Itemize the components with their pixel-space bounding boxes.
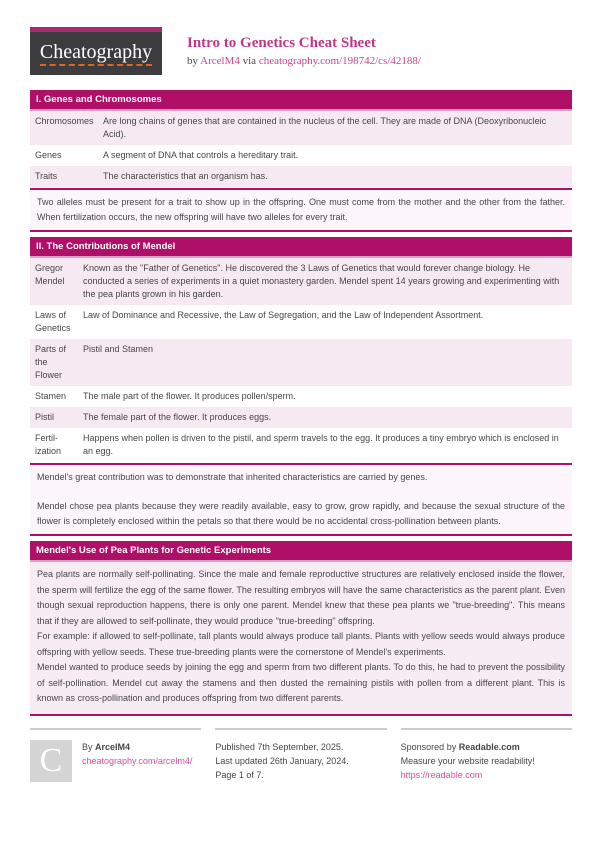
updated-date: Last updated 26th January, 2024. bbox=[215, 755, 349, 766]
cheatography-logo-text: Cheatography bbox=[40, 42, 152, 66]
table-row bbox=[30, 258, 572, 305]
row-term: Traits bbox=[35, 171, 58, 181]
page-footer bbox=[30, 728, 572, 782]
sponsor-line bbox=[401, 740, 572, 754]
section-body-text bbox=[30, 562, 572, 716]
title-block bbox=[187, 27, 421, 75]
page-title: Intro to Genetics Cheat Sheet bbox=[187, 35, 376, 51]
note-paragraph: Mendel's great contribution was to demonstrate that inherited characteristics are carried by genes. bbox=[37, 472, 428, 482]
section-genes-and-chromosomes bbox=[30, 90, 572, 232]
table-row bbox=[30, 407, 572, 428]
table-row bbox=[30, 339, 572, 386]
row-definition: The male part of the flower. It produces pollen/sperm. bbox=[83, 391, 296, 401]
byline-prefix: by bbox=[187, 55, 201, 67]
row-definition: Law of Dominance and Recessive, the Law of Segregation, and the Law of Independent Assortment. bbox=[83, 310, 484, 320]
definition-table bbox=[30, 111, 572, 187]
definition-table bbox=[30, 258, 572, 462]
page-number: Page 1 of 7. bbox=[215, 769, 264, 780]
byline-via: via bbox=[239, 55, 259, 67]
row-definition: The characteristics that an organism has. bbox=[103, 171, 268, 181]
footer-profile-link[interactable]: cheatography.com/arcelm4/ bbox=[82, 755, 193, 766]
row-term: Pistil bbox=[35, 412, 55, 422]
row-definition: A segment of DNA that controls a hereditary trait. bbox=[103, 150, 299, 160]
footer-sponsor-column bbox=[401, 728, 572, 782]
table-row bbox=[30, 386, 572, 407]
table-row bbox=[30, 428, 572, 462]
row-term: Fertilization bbox=[35, 433, 62, 456]
row-definition: Known as the "Father of Genetics". He discovered the 3 Laws of Genetics that would forever change biology. He conducted a series of experiments in a quiet monastery garden. Mendel spent 14 years growing and experimenting with the pea plants grown in his garden. bbox=[83, 263, 560, 299]
footer-author-name: ArcelM4 bbox=[95, 741, 131, 752]
footer-author-column bbox=[30, 728, 201, 782]
row-definition: The female part of the flower. It produces eggs. bbox=[83, 412, 272, 422]
row-definition: Happens when pollen is driven to the pistil, and sperm travels to the egg. It produces a tiny embryo which is enclosed in an egg. bbox=[83, 433, 559, 456]
row-term: Gregor Mendel bbox=[35, 263, 65, 286]
c-icon-letter: C bbox=[39, 741, 63, 779]
sheet-url-link[interactable]: cheatography.com/198742/cs/42188/ bbox=[258, 55, 421, 67]
section-header: Mendel's Use of Pea Plants for Genetic Experiments bbox=[30, 541, 572, 562]
body-paragraph: For example: if allowed to self-pollinate, tall plants would always produce tall plants. Plants with yellow seeds would always produce offspring with yellow seeds. These true-breeding plants were the cornerstone of Mendel's experiments. bbox=[37, 631, 565, 657]
row-term: Chromosomes bbox=[35, 116, 94, 126]
row-term: Stamen bbox=[35, 391, 67, 401]
row-definition: Are long chains of genes that are contained in the nucleus of the cell. They are made of DNA (Deoxyribonucleic Acid). bbox=[103, 116, 547, 139]
sponsored-by-prefix: Sponsored by bbox=[400, 741, 459, 752]
author-link[interactable]: ArcelM4 bbox=[200, 55, 240, 67]
sponsor-name: Readable.com bbox=[458, 741, 520, 752]
row-term: Laws of Genetics bbox=[35, 310, 71, 333]
note-paragraph: Two alleles must be present for a trait to show up in the offspring. One must come from the mother and the other from the father. When fertilization occurs, the new offspring will have two alleles for every trait. bbox=[37, 197, 565, 222]
body-paragraph: Mendel wanted to produce seeds by joining the egg and sperm from two different plants. To do this, he had to prevent the possibility of self-pollination. Mendel cut away the stamens and then dusted the remaining pistils with pollen from a different plant. This is known as cross-pollination and produces offspring from two different parents. bbox=[37, 662, 565, 703]
row-definition: Pistil and Stamen bbox=[83, 344, 154, 354]
cheatography-logo bbox=[30, 27, 162, 75]
footer-author-info bbox=[82, 740, 192, 782]
footer-by-prefix: By bbox=[82, 741, 96, 752]
sponsor-tagline: Measure your website readability! bbox=[400, 755, 535, 766]
footer-by-line bbox=[82, 740, 192, 754]
published-date: Published 7th September, 2025. bbox=[215, 741, 344, 752]
body-paragraph: Pea plants are normally self-pollinating. Since the male and female reproductive structures are relatively enclosed inside the flower, the sperm will fertilize the egg of the same flower. The resulting embryos will have the same characteristics as the parent plant. Even though sexual reproduction happens, there is only one parent. Mendel knew that these pea plants we "true-breeding". This means that if they are allowed to self-pollinate, they would produce "true-breeding" offspring. bbox=[37, 569, 565, 626]
table-row bbox=[30, 166, 572, 187]
table-row bbox=[30, 111, 572, 145]
footer-meta-column bbox=[215, 728, 386, 782]
byline bbox=[187, 55, 421, 67]
cheatography-c-icon bbox=[30, 740, 72, 782]
sponsor-url-link[interactable]: https://readable.com bbox=[400, 769, 483, 780]
table-row bbox=[30, 305, 572, 339]
table-row bbox=[30, 145, 572, 166]
page-header bbox=[30, 27, 572, 75]
section-header: II. The Contributions of Mendel bbox=[30, 237, 572, 258]
row-term: Genes bbox=[35, 150, 62, 160]
row-term: Parts of the Flower bbox=[35, 344, 67, 380]
section-note bbox=[30, 188, 572, 232]
section-contributions-of-mendel bbox=[30, 237, 572, 536]
section-pea-plants-experiments bbox=[30, 541, 572, 716]
note-paragraph: Mendel chose pea plants because they were readily available, easy to grow, grow rapidly, and because the sexual structure of the flower is completely enclosed within the petals so that there would be no accidental cross-pollination between plants. bbox=[37, 501, 565, 526]
section-note bbox=[30, 463, 572, 536]
section-header: I. Genes and Chromosomes bbox=[30, 90, 572, 111]
